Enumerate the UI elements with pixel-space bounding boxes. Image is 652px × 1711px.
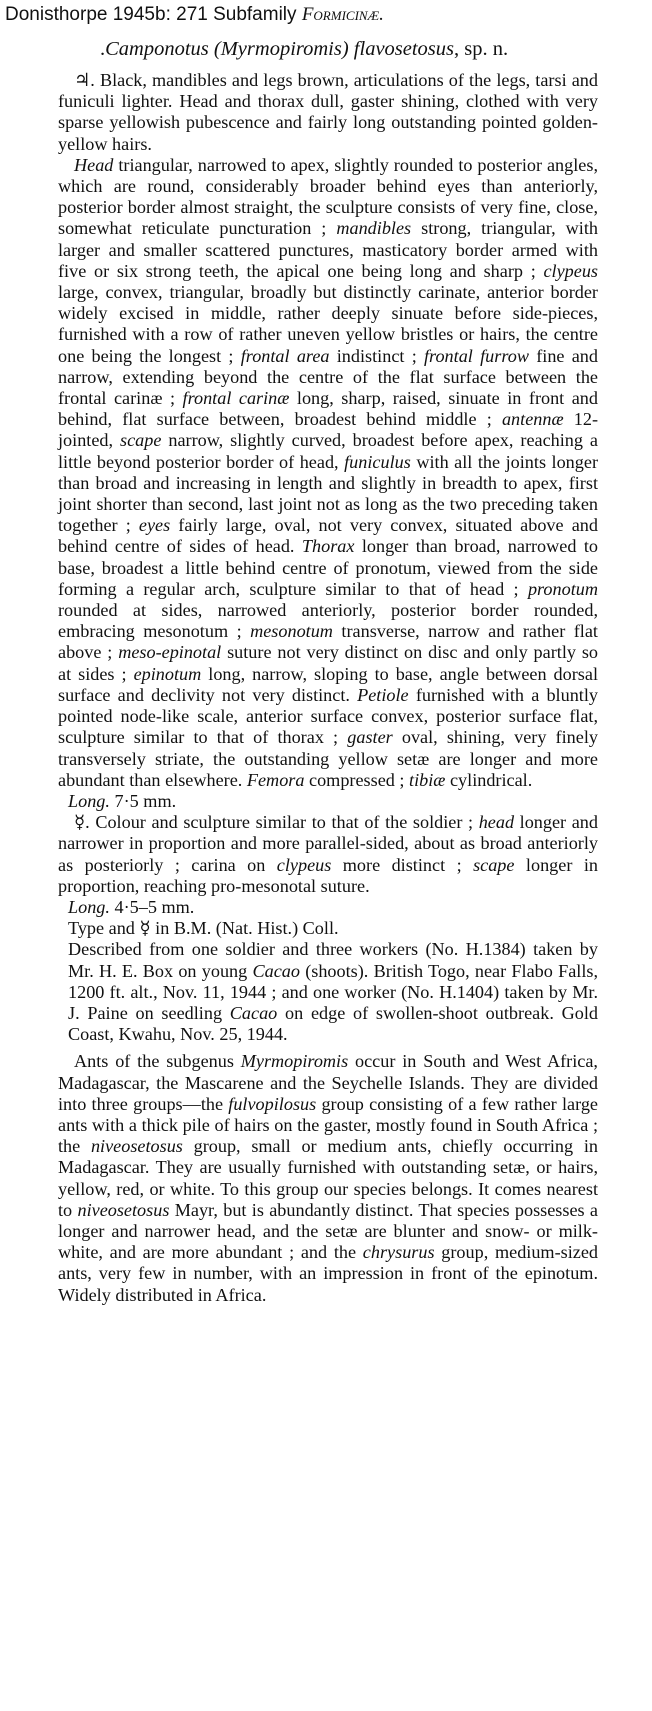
- term-clypeus: clypeus: [543, 260, 598, 281]
- term-petiole: Petiole: [357, 684, 409, 705]
- discussion-text-2: occur in South and West Africa, Madagascar, the Mascarene and the Seychelle Islands. They are divided into three groups—the: [58, 1051, 598, 1114]
- term-scape: scape: [120, 430, 162, 451]
- worker-length-value: 4·5–5 mm.: [109, 896, 195, 917]
- term-frontal-carinae: frontal carinæ: [182, 388, 290, 409]
- discussion-text-3: group consisting of a few rather large ants with a thick pile of hairs on the gaster, mostly found in South Africa ; the: [58, 1093, 598, 1157]
- worker-term-head: head: [478, 812, 515, 833]
- text-head-9: with all the joints longer than broad and increasing in length and slightly in breadth to apex, first joint shorter than second, last joint not as long as the two preceding taken together ;: [58, 451, 599, 536]
- worker-sign: ☿.: [74, 812, 90, 833]
- discussion-text-6: group, medium-sized ants, very few in number, with an impression in front of the epinotum. Widely distributed in Africa.: [58, 1242, 599, 1305]
- text-head-6: long, sharp, raised, sinuate in front and behind, flat surface between, broadest behind middle ;: [58, 388, 598, 430]
- text-head-1: triangular, narrowed to apex, slightly rounded to posterior angles, which are round, considerably broader behind eyes than anteriorly, posterior border almost straight, the sculpture consists of very fine, close, somewhat reticulate puncturation ;: [58, 154, 598, 239]
- text-head-7: 12-jointed,: [58, 409, 599, 451]
- text-gaster: oval, shining, very finely transversely striate, the outstanding yellow setæ are longer and more abundant than elsewhere.: [58, 727, 598, 790]
- text-head-4: indistinct ;: [329, 345, 424, 366]
- text-head-10: fairly large, oval, not very convex, situated above and behind centre of sides of head.: [58, 515, 598, 557]
- text-head-2: strong, triangular, with larger and smaller scattered punctures, masticatory border armed with five or six strong teeth, the apical one being long and sharp ;: [58, 218, 598, 281]
- soldier-colour-text: Black, mandibles and legs brown, articulations of the legs, tarsi and funiculi lighter. Head and thorax dull, gaster shining, clothed with very sparse yellowish pubescence and fairly long outstanding pointed golden-yellow hairs.: [58, 70, 598, 154]
- title-mark: .: [100, 38, 106, 60]
- soldier-length-value: 7·5 mm.: [109, 790, 177, 811]
- worker-length: [58, 897, 598, 918]
- term-tibiae: tibiæ: [409, 769, 446, 790]
- term-group-chrysurus: chrysurus: [362, 1242, 435, 1263]
- species-name: flavosetosus: [353, 38, 455, 60]
- title-suffix: , sp. n.: [454, 38, 509, 60]
- subfamily-name: Formicinæ.: [301, 4, 384, 25]
- term-mandibles: mandibles: [336, 218, 412, 239]
- type-note: Type and ☿ in B.M. (Nat. Hist.) Coll.: [68, 918, 339, 939]
- text-thorax-4: suture not very distinct on disc and only partly so at sides ;: [58, 642, 598, 684]
- soldier-colour-paragraph: [58, 70, 598, 155]
- soldier-morphology-paragraph: [58, 155, 598, 791]
- term-antennae: antennæ: [501, 409, 564, 430]
- text-head-8: narrow, slightly curved, broadest before apex, reaching a little beyond posterior border of head,: [58, 430, 599, 472]
- described-text-2: (shoots). British Togo, near Flabo Falls, 1200 ft. alt., Nov. 11, 1944 ; and one worker (No. H.1404) taken by Mr. J. Paine on seedling: [68, 960, 598, 1023]
- term-meso-epinotal: meso-epinotal: [118, 642, 222, 663]
- worker-text-1: Colour and sculpture similar to that of the soldier ;: [89, 812, 479, 833]
- term-thorax: Thorax: [301, 536, 355, 557]
- text-head-3: large, convex, triangular, broadly but distinctly carinate, anterior border widely excised in middle, rather deeply sinuate before side-pieces, furnished with a row of rather uneven yellow bristles or hairs, the centre one being the longest ;: [58, 282, 598, 366]
- soldier-sign: ♃.: [74, 70, 95, 90]
- discussion-text-5: Mayr, but is abundantly distinct. That species possesses a longer and narrower head, and the setæ are blunter and snow- or milk-white, and are more abundant ; and the: [58, 1199, 598, 1263]
- term-frontal-furrow: frontal furrow: [424, 345, 529, 366]
- text-head-5: fine and narrow, extending beyond the centre of the flat surface between the frontal carinæ ;: [58, 345, 598, 409]
- text-thorax-3: transverse, narrow and rather flat above ;: [58, 621, 598, 663]
- described-text-3: on edge of swollen-shoot outbreak. Gold Coast, Kwahu, Nov. 25, 1944.: [68, 1002, 598, 1045]
- worker-text-2: longer and narrower in proportion and more parallel-sided, about as broad anteriorly as posteriorly ; carina on: [58, 812, 598, 875]
- worker-paragraph: [58, 812, 598, 897]
- text-thorax-1: longer than broad, narrowed to base, broadest a little behind centre of pronotum, viewed from the side forming a regular arch, sculpture similar to that of head ;: [58, 536, 598, 599]
- soldier-length-label: Long.: [68, 790, 110, 811]
- genus-name: Camponotus: [105, 38, 209, 60]
- term-frontal-area: frontal area: [240, 345, 330, 366]
- subgenus-name: (Myrmopiromis): [213, 38, 349, 60]
- discussion-text-4: group, small or medium ants, chiefly occurring in Madagascar. They are usually furnished with outstanding setæ, or hairs, yellow, red, or white. To this group our species belongs. It comes nearest to: [58, 1136, 598, 1220]
- worker-text-4: longer in proportion, reaching pro-mesonotal suture.: [58, 854, 598, 896]
- term-cacao-2: Cacao: [229, 1002, 278, 1023]
- term-epinotum: epinotum: [133, 663, 202, 684]
- term-funiculus: funiculus: [344, 451, 411, 472]
- term-mesonotum: mesonotum: [250, 621, 333, 642]
- text-thorax-5: long, narrow, sloping to base, angle between dorsal surface and declivity not very distinct.: [58, 663, 599, 705]
- worker-term-clypeus: clypeus: [276, 854, 332, 875]
- term-pronotum: pronotum: [527, 578, 598, 599]
- term-subgenus: Myrmopiromis: [240, 1051, 349, 1072]
- term-femora: Femora: [246, 769, 305, 790]
- text-femora: compressed ;: [304, 769, 410, 790]
- term-head: Head: [74, 154, 114, 175]
- described-text-1: Described from one soldier and three workers (No. H.1384) taken by Mr. H. E. Box on young: [68, 939, 598, 981]
- species-title: [100, 38, 508, 61]
- text-tibiae: cylindrical.: [445, 769, 533, 790]
- page-header: [5, 4, 384, 26]
- worker-text-3: more distinct ;: [331, 854, 474, 875]
- worker-length-label: Long.: [68, 896, 110, 917]
- described-paragraph: [58, 939, 598, 1045]
- term-gaster: gaster: [347, 727, 393, 748]
- term-cacao-1: Cacao: [252, 960, 300, 981]
- text-thorax-2: rounded at sides, narrowed anteriorly, posterior border rounded, embracing mesonotum ;: [58, 600, 598, 642]
- worker-term-scape: scape: [473, 854, 515, 875]
- term-group-fulvopilosus: fulvopilosus: [228, 1093, 317, 1114]
- term-group-niveosetosus: niveosetosus: [90, 1136, 183, 1157]
- term-eyes: eyes: [138, 515, 171, 536]
- term-near-species: niveosetosus: [77, 1199, 170, 1220]
- discussion-text-1: Ants of the subgenus: [74, 1051, 241, 1072]
- soldier-length: [58, 791, 598, 812]
- description-body: [58, 70, 598, 1306]
- citation-text: Donisthorpe 1945b: 271 Subfamily: [5, 4, 302, 25]
- discussion-paragraph: [58, 1051, 598, 1305]
- text-petiole: furnished with a bluntly pointed node-like scale, anterior surface convex, posterior surface flat, sculpture similar to that of thorax ;: [58, 684, 598, 748]
